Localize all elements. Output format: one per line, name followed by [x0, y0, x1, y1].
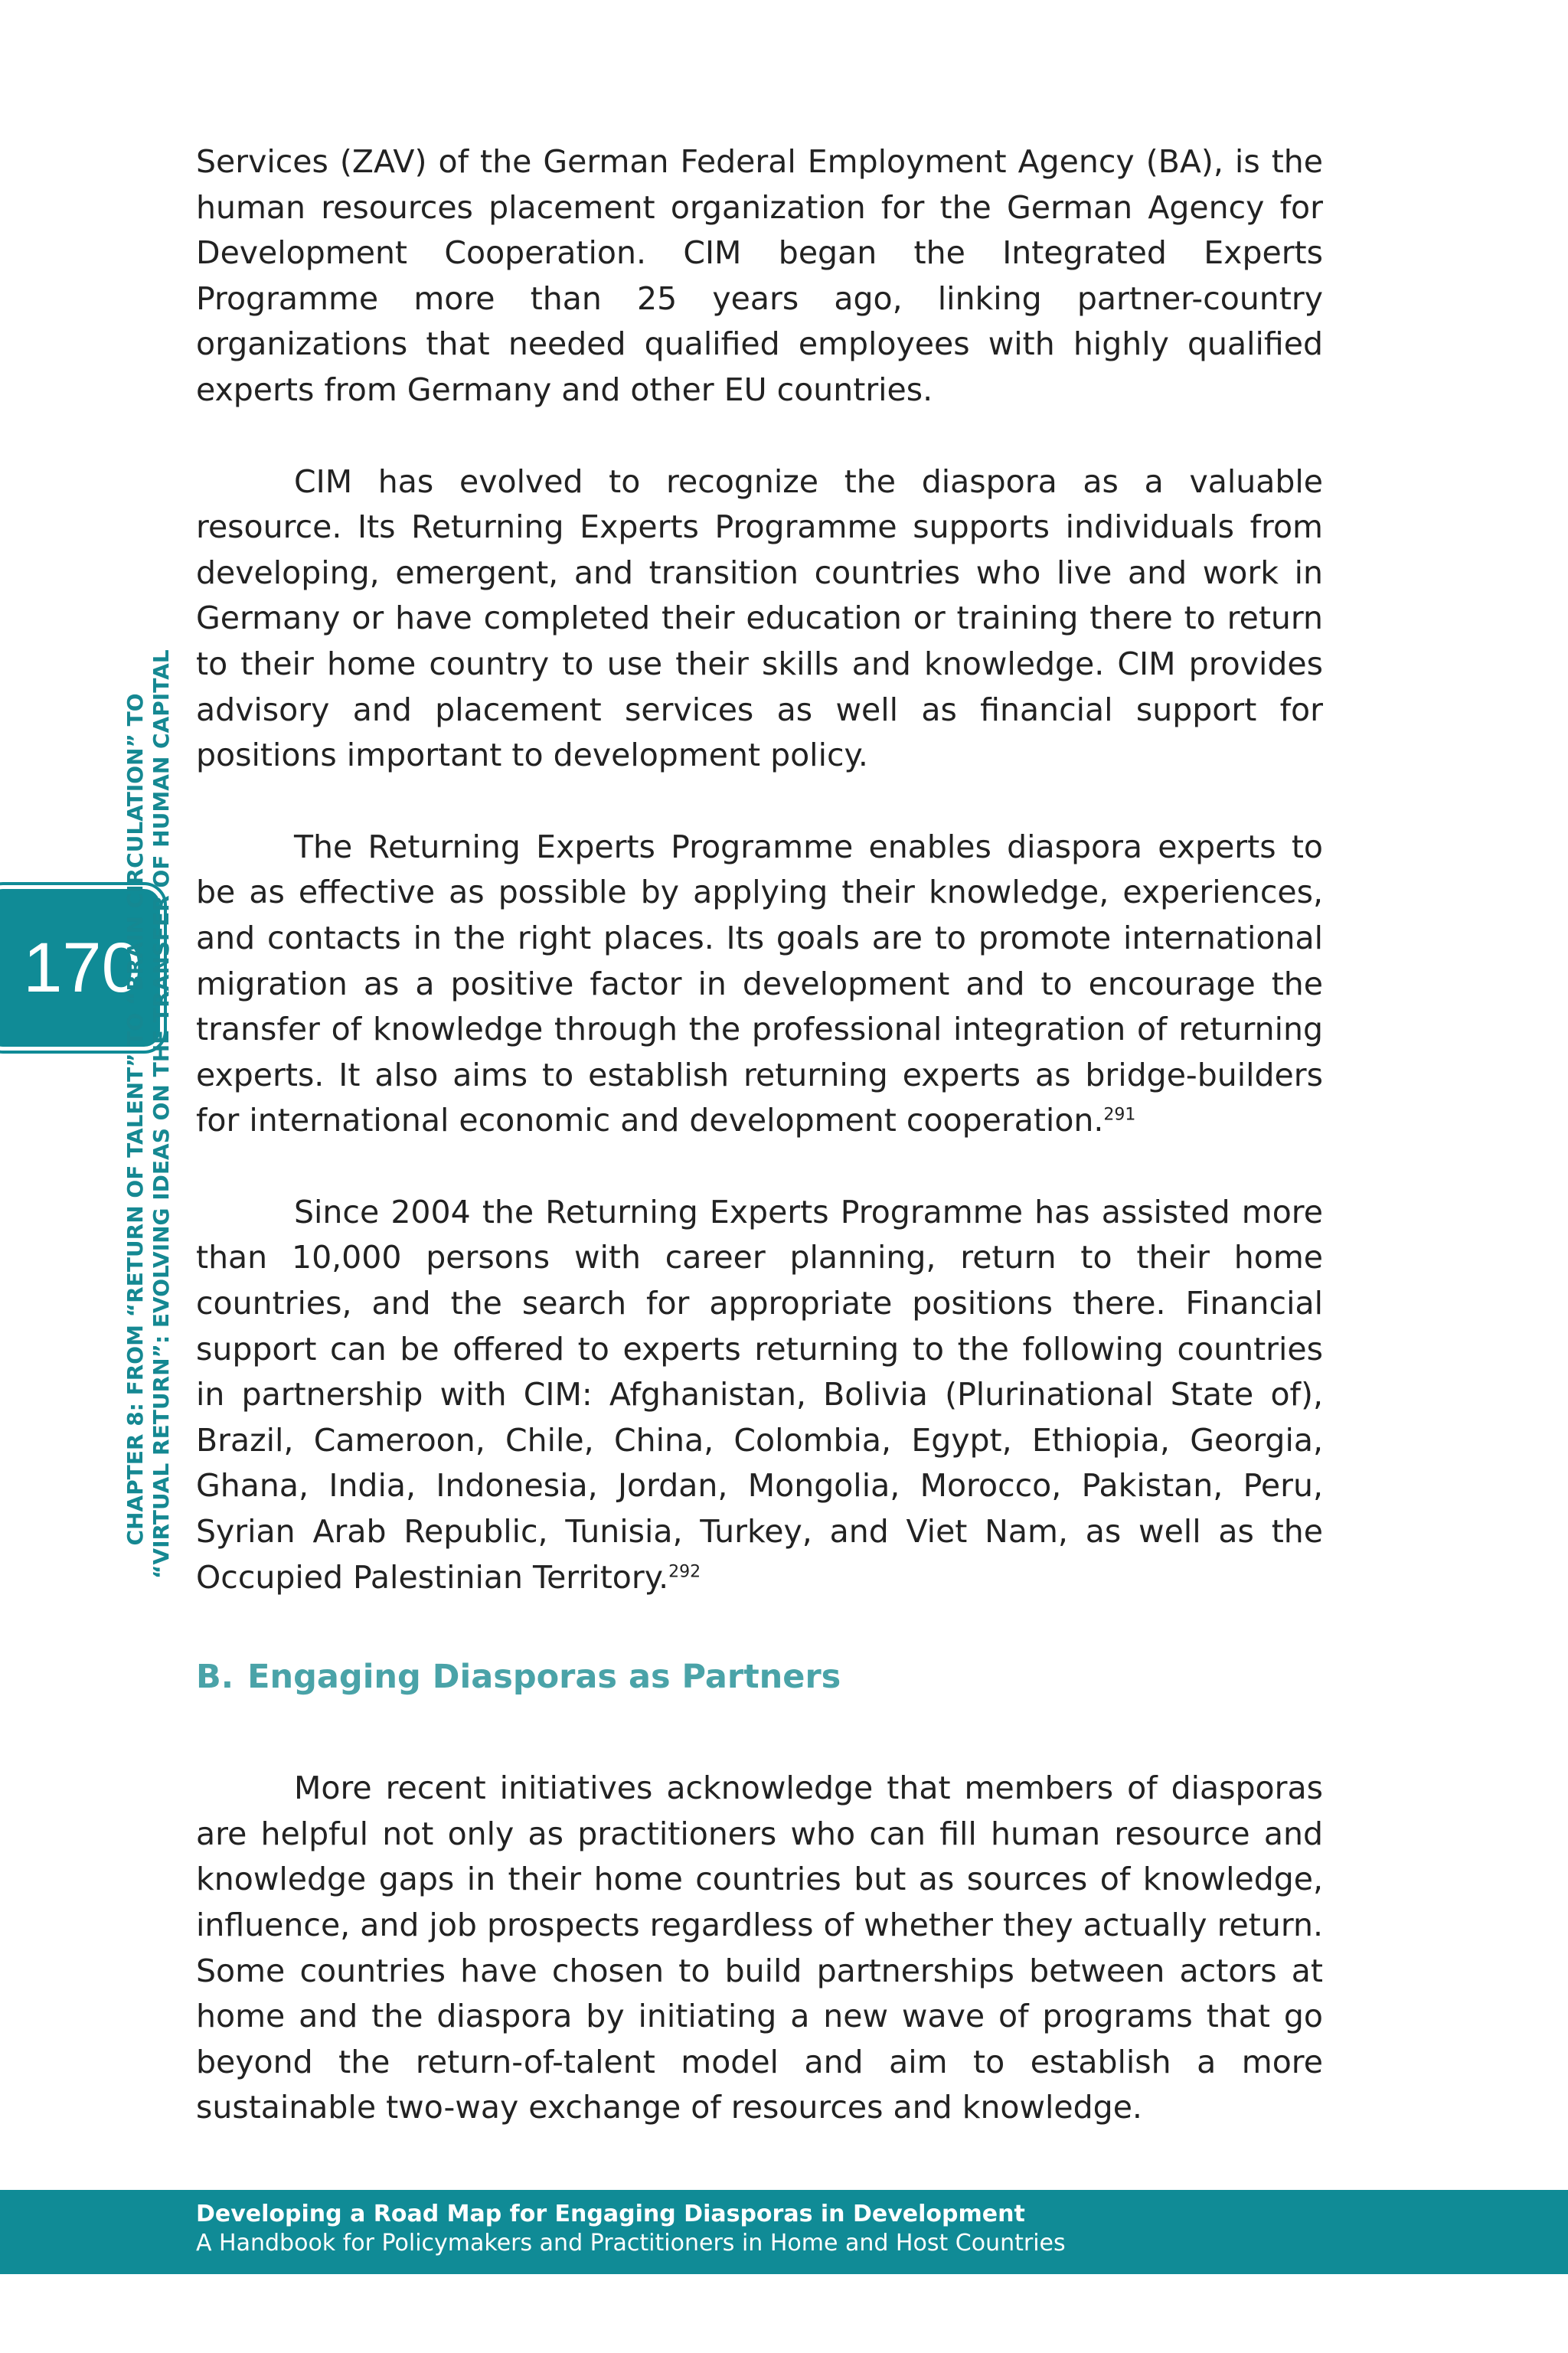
section-letter: B. [196, 1658, 234, 1697]
footer-subtitle: A Handbook for Policymakers and Practitioners in Home and Host Countries [196, 2230, 1066, 2257]
footnote-ref-291[interactable]: 291 [1103, 1105, 1136, 1125]
footnote-ref-292[interactable]: 292 [668, 1561, 701, 1581]
paragraph-3 [196, 825, 1323, 1144]
paragraph-2-text: CIM has evolved to recognize the diaspora as a valuable resource. Its Returning Experts Programme supports individuals from developing, emergent, and transition countries who live and work in Germany or have completed their education or training there to return to their home country to use their skills and knowledge. CIM provides advisory and placement services as well as financial support for positions important to development policy. [196, 462, 1323, 774]
chapter-label-line-1: CHAPTER 8: FROM “RETURN OF TALENT” TO “BRAIN CIRCULATION” TO [122, 693, 148, 1546]
paragraph-2 [196, 459, 1323, 779]
chapter-label-line-2: “VIRTUAL RETURN”: EVOLVING IDEAS ON THE TRANSFER OF HUMAN CAPITAL [149, 649, 174, 1579]
paragraph-4-text: Since 2004 the Returning Experts Programme has assisted more than 10,000 persons with career planning, return to their home countries, and the search for appropriate positions there. Financial support can be offered to experts returning to the following countries in partnership with CIM: Afghanistan, Bolivia (Plurinational State of), Brazil, Cameroon, Chile, China, Colombia, Egypt, Ethiopia, Georgia, Ghana, India, Indonesia, Jordan, Mongolia, Morocco, Pakistan, Peru, Syrian Arab Republic, Tunisia, Turkey, and Viet Nam, as well as the Occupied Palestinian Territory. [196, 1193, 1323, 1596]
footer-title: Developing a Road Map for Engaging Diasporas in Development [196, 2201, 1025, 2227]
page-number: 170 [23, 928, 141, 1007]
section-heading [196, 1654, 1323, 1700]
paragraph-5-text: More recent initiatives acknowledge that members of diasporas are helpful not only as practitioners who can fill human resource and knowledge gaps in their home countries but as sources of knowledge, influence, and job prospects regardless of whether they actually return. Some countries have chosen to build partnerships between actors at home and the diaspora by initiating a new wave of programs that go beyond the return-of-talent model and aim to establish a more sustainable two-way exchange of resources and knowledge. [196, 1770, 1323, 2126]
section-title: Engaging Diasporas as Partners [247, 1658, 841, 1697]
paragraph-1-text: Services (ZAV) of the German Federal Employment Agency (BA), is the human resources placement organization for the German Agency for Development Cooperation. CIM began the Integrated Experts Programme more than 25 years ago, linking partner-country organizations that needed qualified employees with highly qualified experts from Germany and other EU countries. [196, 143, 1323, 408]
paragraph-3-text: The Returning Experts Programme enables diaspora experts to be as effective as possible by applying their knowledge, experiences, and contacts in the right places. Its goals are to promote international migration as a positive factor in development and to encourage the transfer of knowledge through the professional integration of returning experts. It also aims to establish returning experts as bridge-builders for international economic and development cooperation. [196, 828, 1323, 1139]
paragraph-4 [196, 1190, 1323, 1600]
paragraph-5 [196, 1766, 1323, 2131]
body-text [196, 139, 1323, 2131]
chapter-side-label [122, 649, 175, 1579]
paragraph-1 [196, 139, 1323, 413]
